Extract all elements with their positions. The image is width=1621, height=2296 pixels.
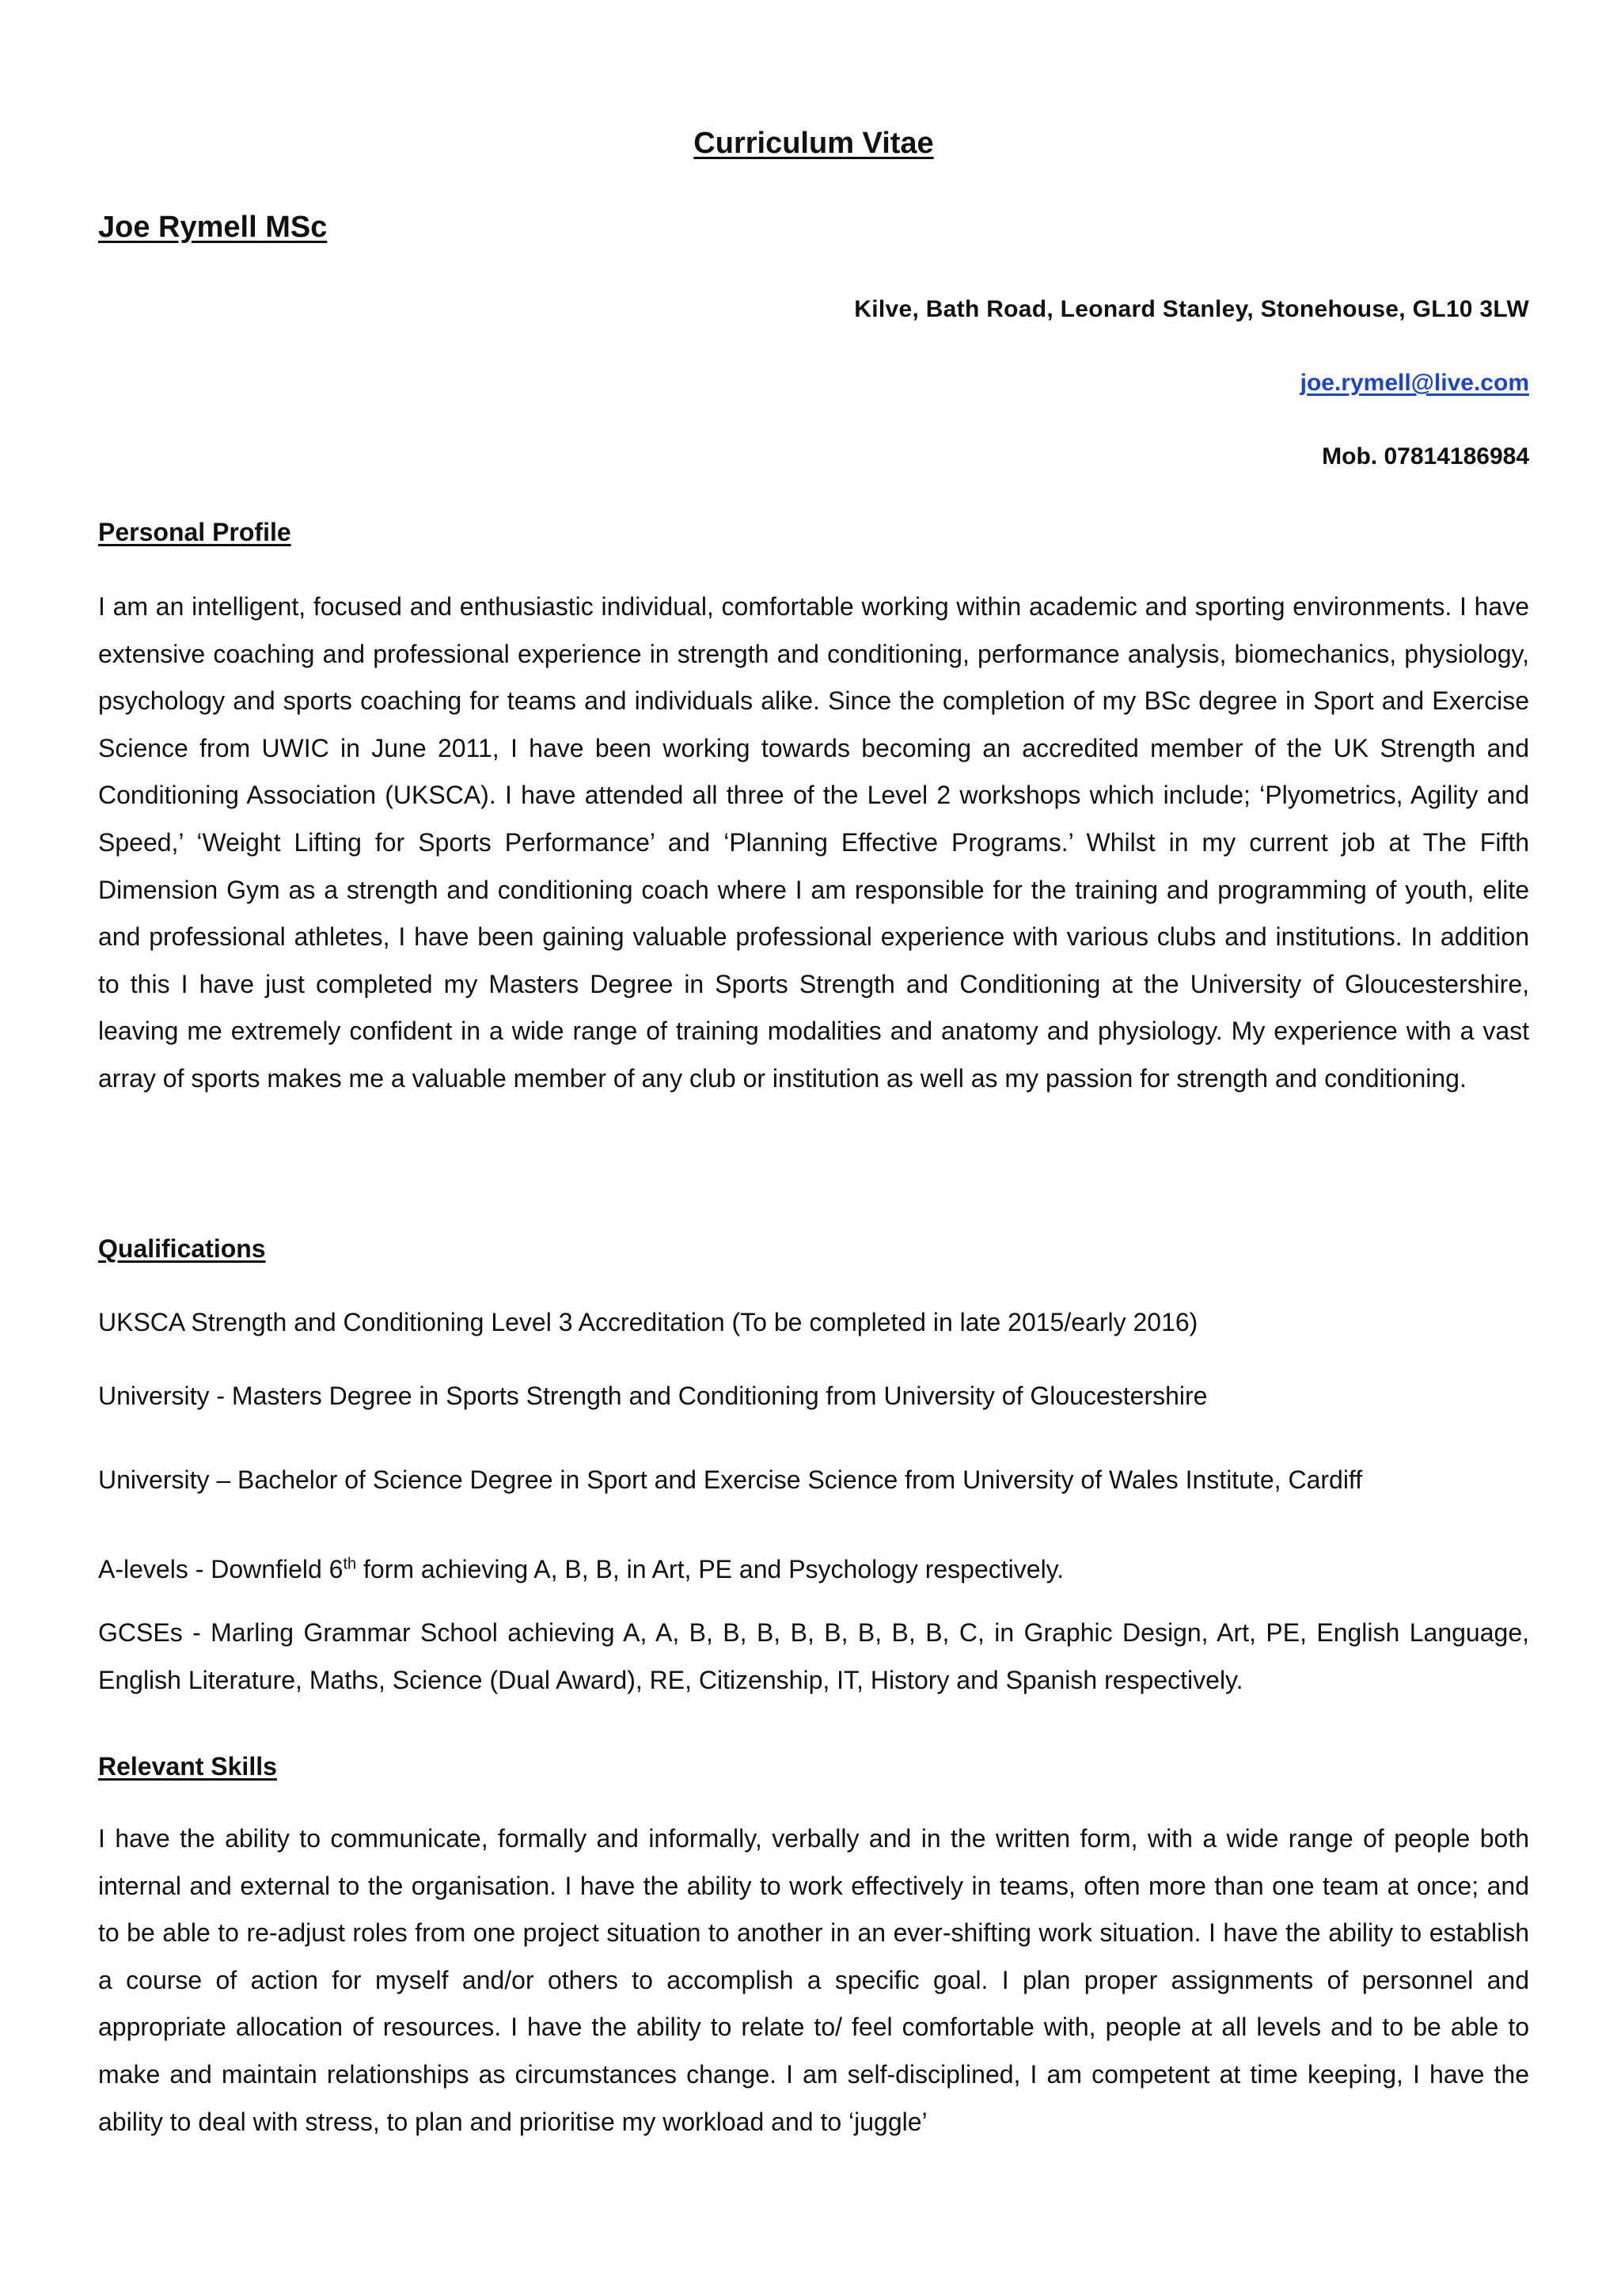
personal-profile-text: I am an intelligent, focused and enthusiastic individual, comfortable working within academic and sporting environments. I have extensive coaching and professional experience in strength and conditioning, performance analysis, biomechanics, physiology, psychology and sports coaching for teams and individuals alike. Since the completion of my BSc degree in Sport and Exercise Science from UWIC in June 2011, I have been working towards becoming an accredited member of the UK Strength and Conditioning Association (UKSCA). I have attended all three of the Level 2 workshops which include; ‘Plyometrics, Agility and Speed,’ ‘Weight Lifting for Sports Performance’ and ‘Planning Effective Programs.’ Whilst in my current job at The Fifth Dimension Gym as a strength and conditioning coach where I am responsible for the training and programming of youth, elite and professional athletes, I have been gaining valuable professional experience with various clubs and institutions. In addition to this I have just completed my Masters Degree in Sports Strength and Conditioning at the University of Gloucestershire, leaving me extremely confident in a wide range of training modalities and anatomy and physiology. My experience with a vast array of sports makes me a valuable member of any club or institution as well as my passion for strength and conditioning. [98, 592, 1529, 1093]
candidate-name: Joe Rymell MSc [98, 211, 328, 244]
alevels-prefix: A-levels - Downfield 6 [98, 1555, 344, 1583]
qualification-uksca: UKSCA Strength and Conditioning Level 3 Accreditation (To be completed in late 2015/early 2016) [98, 1308, 1198, 1336]
relevant-skills-heading: Relevant Skills [98, 1752, 277, 1781]
address: Kilve, Bath Road, Leonard Stanley, Stonehouse, GL10 3LW [854, 296, 1529, 322]
qualification-masters: University - Masters Degree in Sports Strength and Conditioning from University of Gloucestershire [98, 1382, 1208, 1410]
qualification-gcses: GCSEs - Marling Grammar School achieving A, A, B, B, B, B, B, B, B, B, C, in Graphic Design, Art, PE, English Language, English Literature, Maths, Science (Dual Award), RE, Citizenship, IT, History and Spanish respectively. [98, 1618, 1529, 1694]
qualification-alevels [98, 1555, 1064, 1584]
email-link[interactable]: joe.rymell@live.com [1300, 370, 1529, 396]
mobile-number: Mob. 07814186984 [1322, 443, 1529, 469]
alevels-superscript: th [343, 1555, 357, 1573]
qualification-bachelor: University – Bachelor of Science Degree in Sport and Exercise Science from University of Wales Institute, Cardiff [98, 1465, 1363, 1494]
qualifications-heading: Qualifications [98, 1234, 266, 1263]
alevels-suffix: form achieving A, B, B, in Art, PE and Psychology respectively. [356, 1555, 1065, 1583]
personal-profile-heading: Personal Profile [98, 518, 291, 546]
document-title: Curriculum Vitae [693, 127, 934, 160]
relevant-skills-text: I have the ability to communicate, formally and informally, verbally and in the written form, with a wide range of people both internal and external to the organisation. I have the ability to work effectively in teams, often more than one team at once; and to be able to re-adjust roles from one project situation to another in an ever-shifting work situation. I have the ability to establish a course of action for myself and/or others to accomplish a specific goal. I plan proper assignments of personnel and appropriate allocation of resources. I have the ability to relate to/ feel comfortable with, people at all levels and to be able to make and maintain relationships as circumstances change. I am self-disciplined, I am competent at time keeping, I have the ability to deal with stress, to plan and prioritise my workload and to ‘juggle’ [98, 1824, 1529, 2136]
